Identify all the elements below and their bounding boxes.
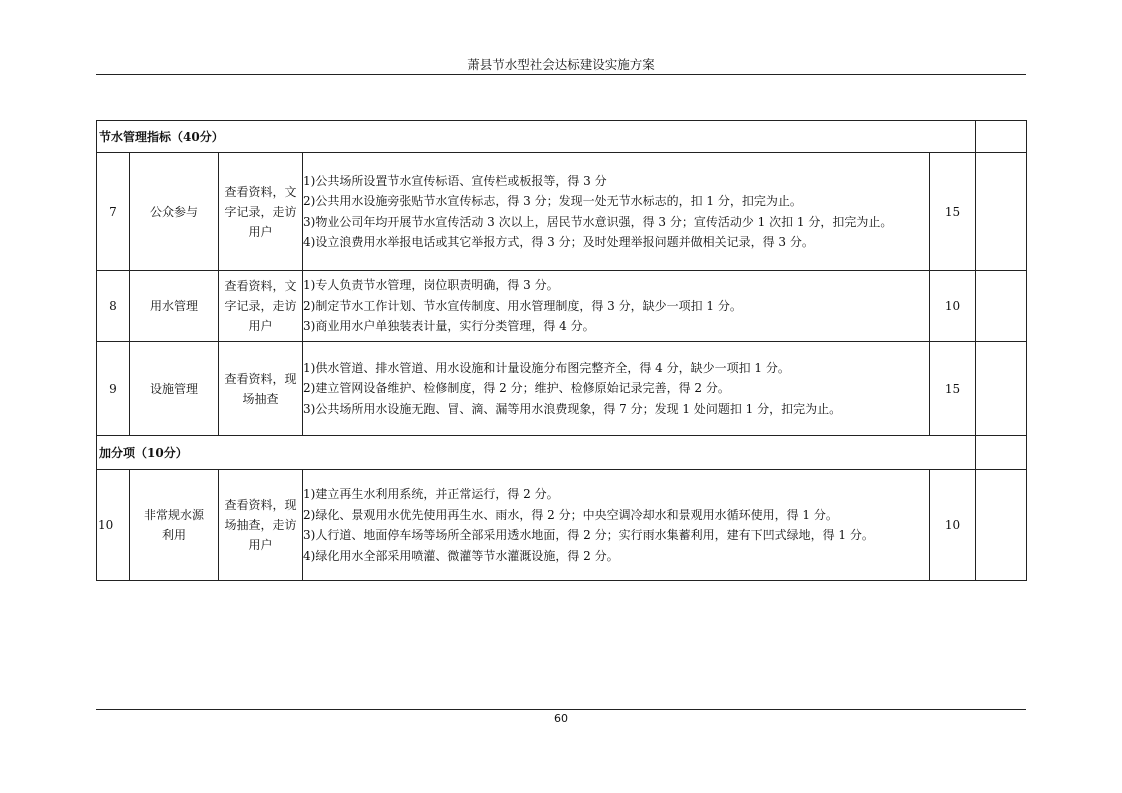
table-row <box>97 470 1027 581</box>
row-number: 10 <box>97 470 130 581</box>
standard-line: 1)公共场所设置节水宣传标语、宣传栏或板报等，得 3 分 <box>303 173 607 188</box>
score: 10 <box>930 470 976 581</box>
standard-line: 2)建立管网设备维护、检修制度，得 2 分；维护、检修原始记录完善，得 2 分。 <box>303 381 730 396</box>
check-method: 查看资料，文字记录，走访用户 <box>219 153 303 271</box>
scoring-standards <box>303 153 930 271</box>
standard-line: 3)公共场所用水设施无跑、冒、滴、漏等用水浪费现象，得 7 分；发现 1 处问题扣 1 分，扣完为止。 <box>303 401 842 416</box>
evaluation-table <box>96 120 1027 581</box>
section-header-row <box>97 121 1027 153</box>
blank-cell <box>976 436 1027 470</box>
section-title: 加分项（10分） <box>97 436 976 470</box>
item-name: 设施管理 <box>130 342 219 436</box>
score: 15 <box>930 153 976 271</box>
table-row <box>97 153 1027 271</box>
section-header-row <box>97 436 1027 470</box>
blank-cell <box>976 121 1027 153</box>
item-name: 非常规水源利用 <box>130 470 219 581</box>
scoring-standards <box>303 342 930 436</box>
header-rule <box>96 74 1026 75</box>
row-number: 9 <box>97 342 130 436</box>
standard-line: 1)建立再生水利用系统，并正常运行，得 2 分。 <box>303 487 559 501</box>
scoring-standards <box>303 271 930 342</box>
standard-line: 2)绿化、景观用水优先使用再生水、雨水，得 2 分；中央空调冷却水和景观用水循环使用，得 1 分。 <box>303 507 838 522</box>
section-title: 节水管理指标（40分） <box>97 121 976 153</box>
scoring-standards <box>303 470 930 581</box>
standard-line: 2)公共用水设施旁张贴节水宣传标志，得 3 分；发现一处无节水标志的，扣 1 分，扣完为止。 <box>303 194 802 208</box>
score: 15 <box>930 342 976 436</box>
row-number: 7 <box>97 153 130 271</box>
check-method: 查看资料，文字记录，走访用户 <box>219 271 303 342</box>
blank-cell <box>976 470 1027 581</box>
footer-rule <box>96 709 1026 710</box>
standard-line: 1)供水管道、排水管道、用水设施和计量设施分布图完整齐全，得 4 分，缺少一项扣 1 分。 <box>303 360 790 375</box>
row-number: 8 <box>97 271 130 342</box>
blank-cell <box>976 271 1027 342</box>
standard-line: 3)人行道、地面停车场等场所全部采用透水地面，得 2 分；实行雨水集蓄利用，建有下凹式绿地，得 1 分。 <box>303 528 874 542</box>
score: 10 <box>930 271 976 342</box>
standard-line: 2)制定节水工作计划、节水宣传制度、用水管理制度，得 3 分，缺少一项扣 1 分。 <box>303 298 742 313</box>
check-method: 查看资料，现场抽查，走访用户 <box>219 470 303 581</box>
page-header-title: 萧县节水型社会达标建设实施方案 <box>467 57 655 72</box>
standard-line: 4)绿化用水全部采用喷灌、微灌等节水灌溉设施，得 2 分。 <box>303 548 619 563</box>
standard-line: 3)商业用水户单独装表计量，实行分类管理，得 4 分。 <box>303 319 595 334</box>
item-name: 公众参与 <box>130 153 219 271</box>
item-name: 用水管理 <box>130 271 219 342</box>
table-row <box>97 342 1027 436</box>
page-number: 60 <box>554 712 568 725</box>
check-method: 查看资料，现场抽查 <box>219 342 303 436</box>
standard-line: 1)专人负责节水管理，岗位职责明确，得 3 分。 <box>303 278 559 293</box>
table-row <box>97 271 1027 342</box>
blank-cell <box>976 153 1027 271</box>
standard-line: 4)设立浪费用水举报电话或其它举报方式，得 3 分；及时处理举报问题并做相关记录，得 3 分。 <box>303 235 814 249</box>
blank-cell <box>976 342 1027 436</box>
standard-line: 3)物业公司年均开展节水宣传活动 3 次以上，居民节水意识强，得 3 分；宣传活动少 1 次扣 1 分，扣完为止。 <box>303 214 893 229</box>
